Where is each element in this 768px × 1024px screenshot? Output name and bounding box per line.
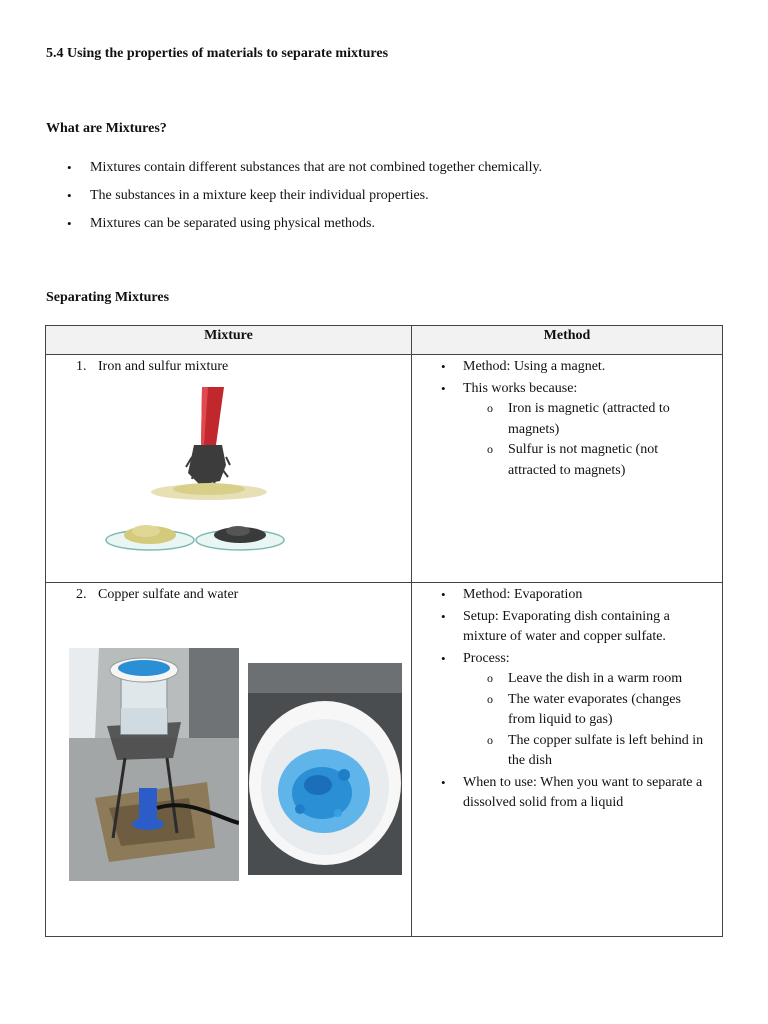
list-item: • This works because: o Iron is magnetic (attracted to magnets) o Sulfur is not magnetic (not attracted to magnets) (412, 379, 722, 482)
list-item: • Method: Evaporation (412, 585, 722, 606)
mixture-cell (46, 583, 412, 937)
table-header-mixture: Mixture (46, 326, 412, 355)
list-item: • When to use: When you want to separate a dissolved solid from a liquid (412, 773, 722, 814)
mixture-cell (46, 355, 412, 583)
sub-list-item: o Sulfur is not magnetic (not attracted to magnets) (463, 440, 716, 481)
copper-sulfate-dish-photo-icon (248, 663, 402, 875)
sub-list-item: o Iron is magnetic (attracted to magnets) (463, 399, 716, 440)
table-header-method: Method (412, 326, 723, 355)
table-row (46, 355, 723, 583)
list-item: • Process: o Leave the dish in a warm room o The water evaporates (changes from liquid to gas) o The copper sulfate is left behind in the dish (412, 649, 722, 772)
page-title: 5.4 Using the properties of materials to separate mixtures (46, 46, 389, 61)
row-number: 1. (76, 359, 87, 374)
section-heading-mixtures: What are Mixtures? (46, 121, 167, 136)
table-header-row (46, 326, 723, 355)
evaporation-setup-photo-icon (69, 648, 239, 881)
list-item: • Method: Using a magnet. (412, 357, 722, 378)
sub-list (463, 669, 716, 772)
separation-table (45, 325, 723, 937)
method-cell (412, 355, 723, 583)
mixture-name: Copper sulfate and water (98, 587, 239, 602)
sub-list-item: o The water evaporates (changes from liquid to gas) (463, 690, 716, 731)
mixture-name: Iron and sulfur mixture (98, 359, 229, 374)
sub-list (463, 399, 716, 481)
mixture-label (76, 585, 238, 605)
section-heading-separating: Separating Mixtures (46, 290, 170, 305)
list-item: • Setup: Evaporating dish containing a mixture of water and copper sulfate. (412, 607, 722, 648)
magnet-separation-photo-icon (104, 385, 294, 575)
method-cell (412, 583, 723, 937)
sub-list-item: o Leave the dish in a warm room (463, 669, 716, 690)
row-number: 2. (76, 587, 87, 602)
mixture-label (76, 357, 228, 377)
method-list (412, 355, 722, 481)
intro-bullet-list (46, 158, 542, 242)
list-item: • Mixtures can be separated using physical methods. (46, 214, 542, 242)
sub-list-item: o The copper sulfate is left behind in the dish (463, 731, 716, 772)
table-row (46, 583, 723, 937)
list-item: • Mixtures contain different substances that are not combined together chemically. (46, 158, 542, 186)
list-item: • The substances in a mixture keep their individual properties. (46, 186, 542, 214)
method-list (412, 583, 722, 814)
